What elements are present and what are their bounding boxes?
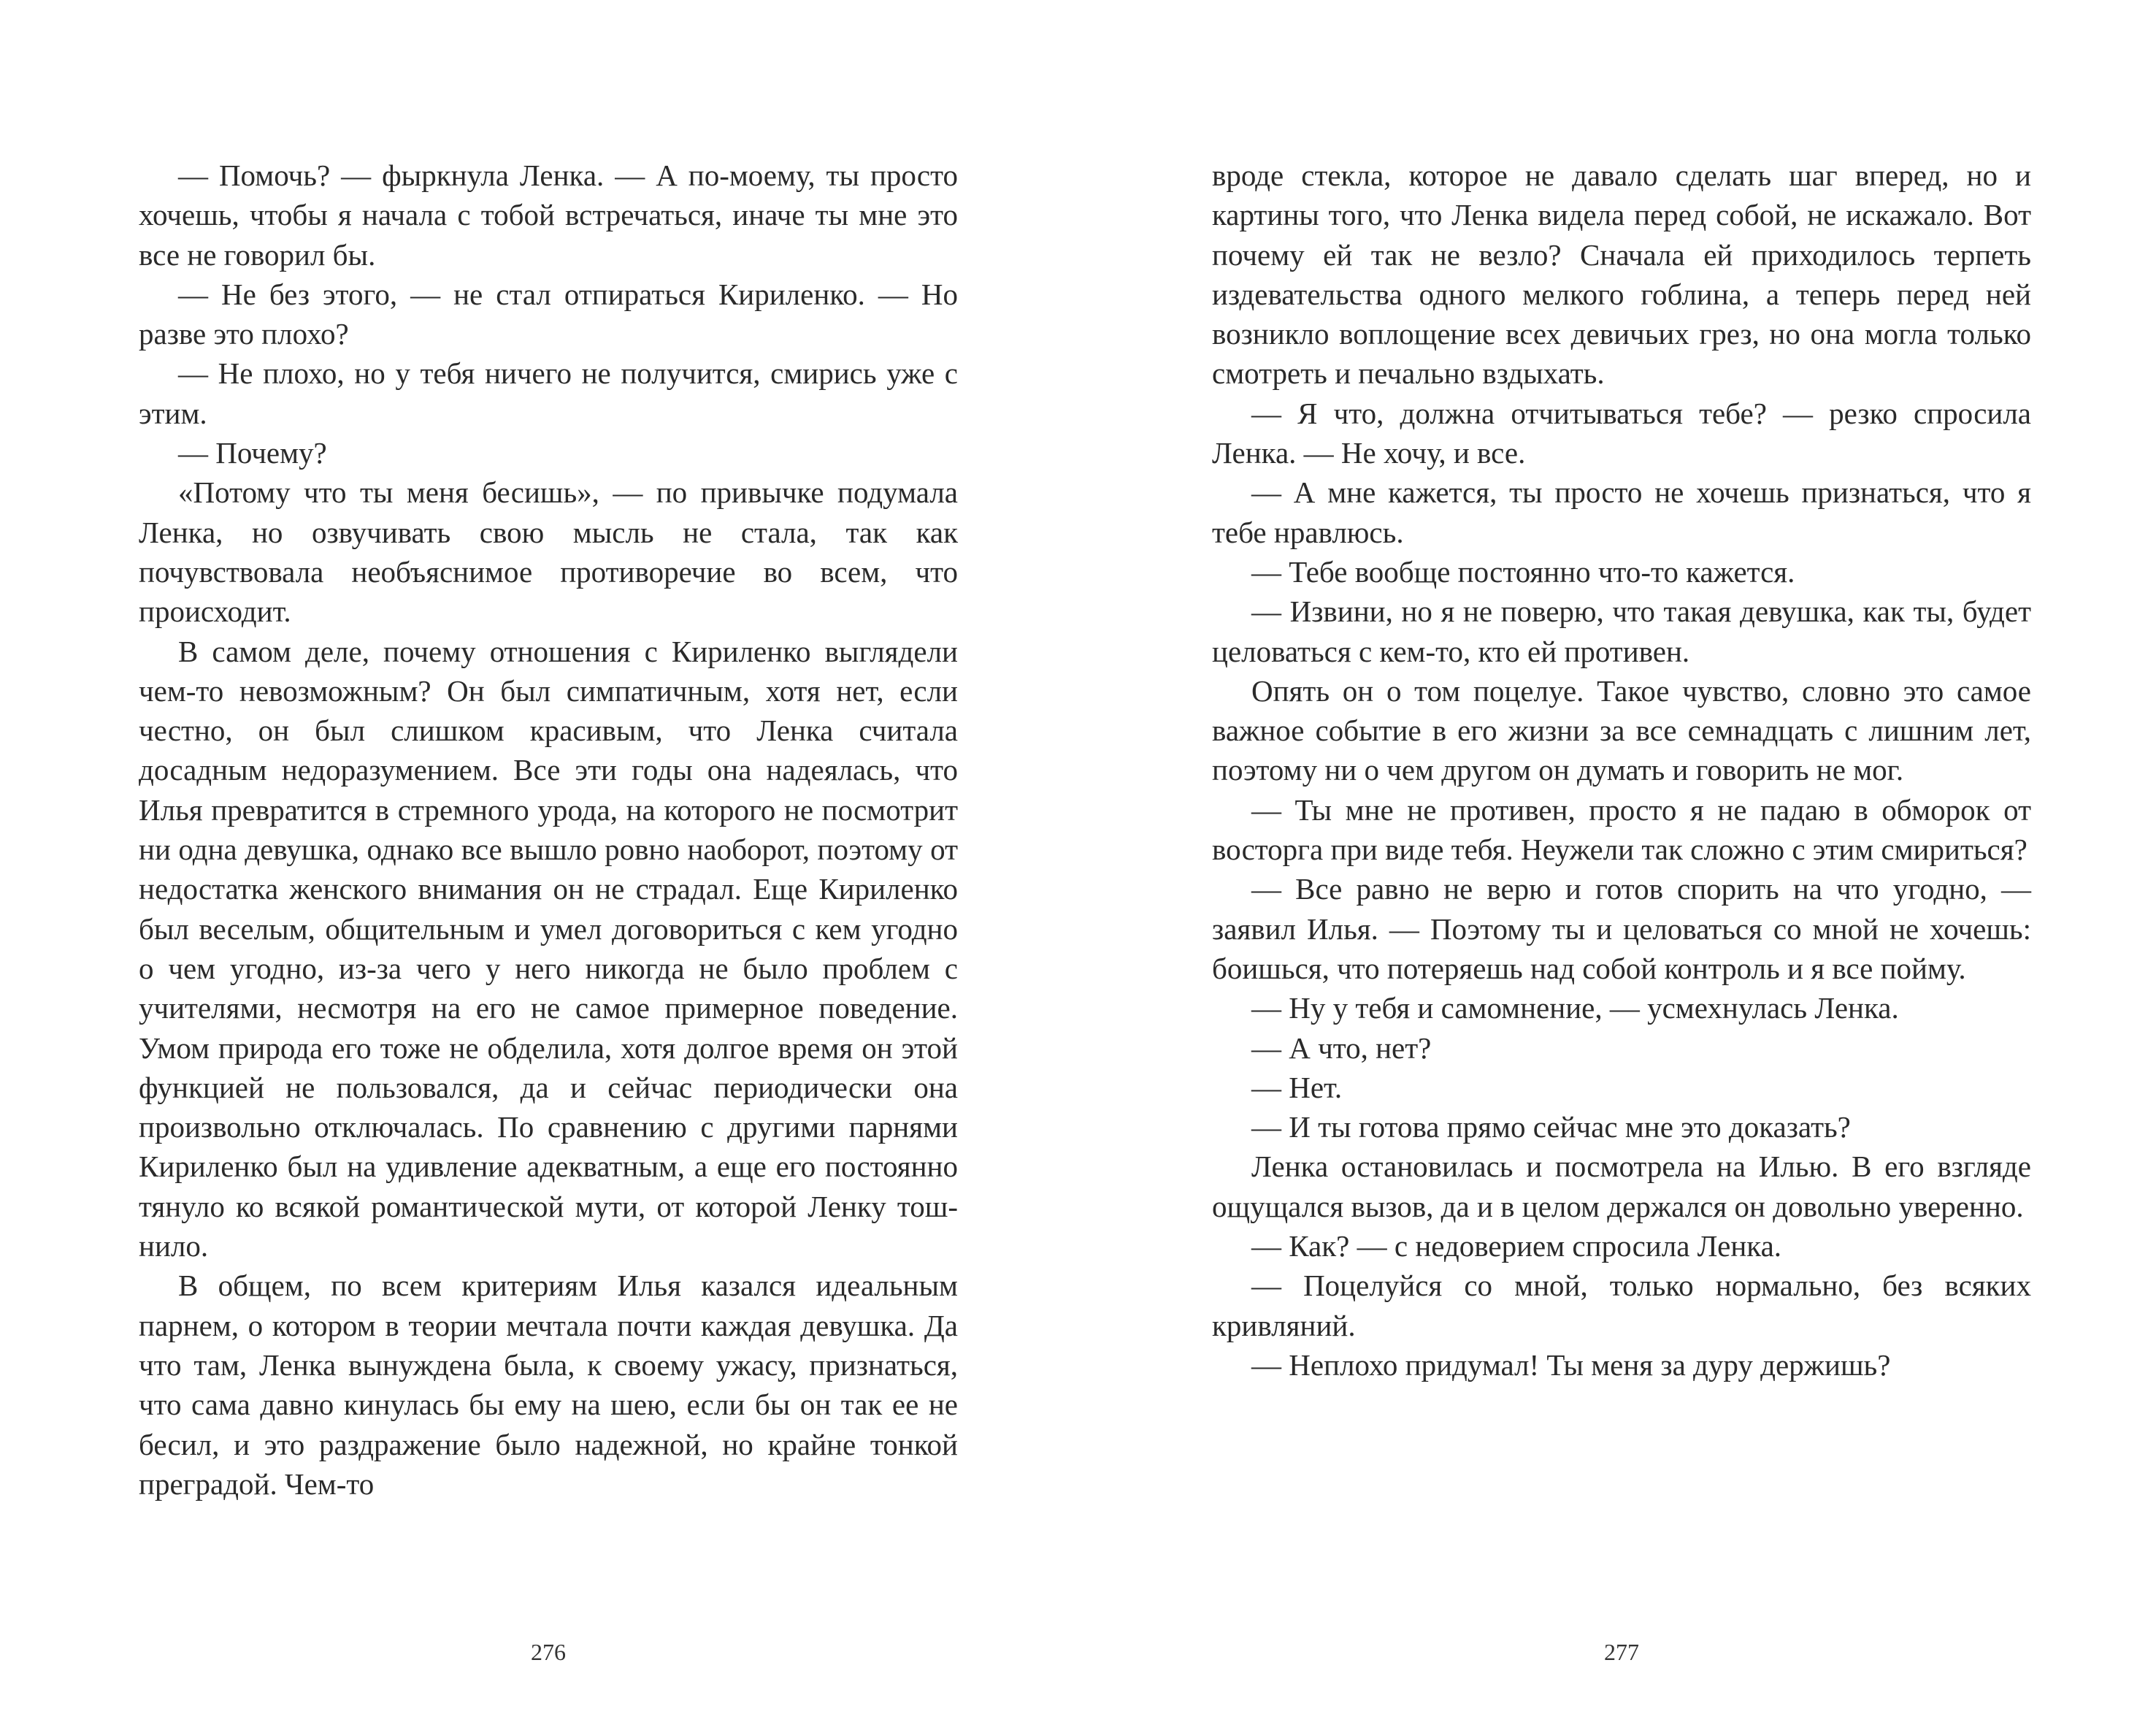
page-number-left: 276 — [531, 1639, 566, 1665]
left-paragraph-4: — Почему? — [178, 436, 327, 470]
right-paragraph-1: вроде стекла, которое не давало сделать шаг вперед, но и картины того, что Ленка видела перед собой, не искажало. Вот почему ей так не везло? Сначала ей приходилось терпеть издевательства одного мелкого гоблина, а теперь перед ней возникло воплощение всех девичьих грез, но она могла только смотреть и печально вздыхать. — [1212, 158, 2031, 391]
left-paragraph-5: «Потому что ты меня бесишь», — по привычке подумала Ленка, но озвучивать свою мысль не стала, так как почувствовала необъяснимое противоречие во всем, что происходит. — [139, 475, 958, 629]
right-paragraph-14: — Как? — с недоверием спросила Ленка. — [1251, 1229, 1782, 1263]
right-paragraph-15: — Поцелуйся со мной, только нормально, без всяких кривляний. — [1212, 1269, 2031, 1342]
left-paragraph-2: — Не без этого, — не стал отпираться Кириленко. — Но разве это плохо? — [139, 277, 958, 351]
right-paragraph-2: — Я что, должна отчитываться тебе? — резко спросила Ленка. — Не хочу, и все. — [1212, 396, 2031, 470]
right-paragraph-6: Опять он о том поцелуе. Такое чувство, словно это самое важное событие в его жизни за все семнадцать с лишним лет, поэтому ни о чем другом он думать и говорить не мог. — [1212, 673, 2031, 787]
right-paragraph-12: — И ты готова прямо сейчас мне это доказать? — [1251, 1110, 1851, 1144]
right-paragraph-10: — А что, нет? — [1251, 1030, 1432, 1065]
page-number-right: 277 — [1604, 1639, 1639, 1665]
left-page — [139, 156, 958, 1504]
left-paragraph-3: — Не плохо, но у тебя ничего не получится, смирись уже с этим. — [139, 356, 958, 430]
right-paragraph-4: — Тебе вообще постоянно что-то кажется. — [1251, 554, 1795, 589]
left-paragraph-6: В самом деле, почему отношения с Кириленко выглядели чем-то невозможным? Он был симпатичным, хотя нет, если честно, он был слишком красивым, что Ленка считала досадным недоразумением. Все эти годы она надеялась, что Илья превратится в стремного урода, на которого не посмотрит ни одна девушка, однако все вышло ровно наоборот, поэтому от недостатка женского внимания он не страдал. Еще Кириленко был веселым, общительным и умел договориться с кем угодно о чем угодно, из-за чего у него никогда не было проблем с учителями, несмотря на его не самое примерное поведение. Умом природа его тоже не обделила, хотя долгое время он этой функцией не пользовался, да и сейчас периодически она произвольно отключалась. По сравнению с другими парнями Кириленко был на удивление адекватным, а еще его постоянно тянуло ко всякой романтической мути, от которой Ленку тошнило. — [139, 634, 958, 1263]
right-paragraph-7: — Ты мне не противен, просто я не падаю в обморок от восторга при виде тебя. Неужели так сложно с этим смириться? — [1212, 792, 2031, 867]
right-paragraph-3: — А мне кажется, ты просто не хочешь признаться, что я тебе нравлюсь. — [1212, 475, 2031, 549]
right-paragraph-16: — Неплохо придумал! Ты меня за дуру держишь? — [1251, 1347, 1891, 1382]
right-paragraph-5: — Извини, но я не поверю, что такая девушка, как ты, будет целоваться с кем-то, кто ей противен. — [1212, 594, 2031, 668]
left-paragraph-1: — Помочь? — фыркнула Ленка. — А по-моему, ты просто хочешь, чтобы я начала с тобой встречаться, иначе ты мне это все не говорил бы. — [139, 158, 958, 272]
right-paragraph-8: — Все равно не верю и готов спорить на что угодно, — заявил Илья. — Поэтому ты и целоваться со мной не хочешь: боишься, что потеряешь над собой контроль и я все пойму. — [1212, 872, 2031, 985]
right-paragraph-11: — Нет. — [1251, 1070, 1343, 1104]
right-paragraph-9: — Ну у тебя и самомнение, — усмехнулась Ленка. — [1251, 991, 1899, 1025]
left-paragraph-7: В общем, по всем критериям Илья казался идеальным парнем, о котором в теории мечтала почти каждая девушка. Да что там, Ленка вынуждена была, к своему ужасу, признаться, что сама давно кинулась бы ему на шею, если бы он так ее не бесил, и это раздражение было надежной, но крайне тонкой преградой. Чем-то — [139, 1269, 958, 1501]
right-paragraph-13: Ленка остановилась и посмотрела на Илью. В его взгляде ощущался вызов, да и в целом держался он довольно уверенно. — [1212, 1150, 2031, 1223]
right-page — [1212, 156, 2031, 1385]
